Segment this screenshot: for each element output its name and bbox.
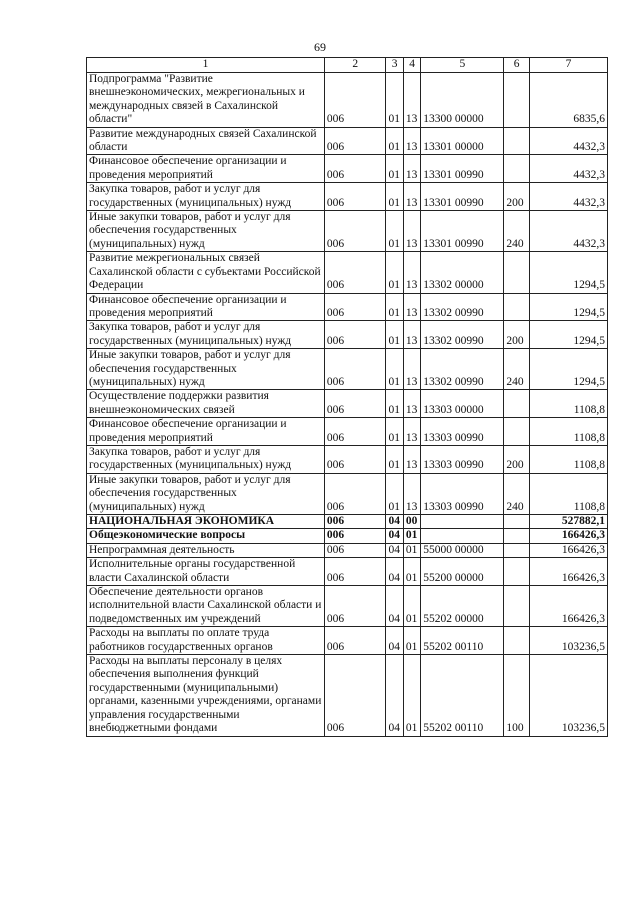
subsection-code: 01 (403, 543, 420, 557)
expense-type-code (504, 627, 530, 655)
amount: 4432,3 (529, 211, 607, 252)
section-code: 01 (386, 211, 403, 252)
section-code: 04 (386, 627, 403, 655)
amount: 4432,3 (529, 183, 607, 211)
subsection-code: 01 (403, 627, 420, 655)
ministry-code: 006 (324, 73, 386, 128)
column-header: 3 (386, 58, 403, 73)
target-article-code: 13301 00000 (421, 127, 504, 155)
subsection-code: 13 (403, 418, 420, 446)
amount: 103236,5 (529, 627, 607, 655)
section-code: 04 (386, 543, 403, 557)
amount: 1108,8 (529, 445, 607, 473)
target-article-code: 13301 00990 (421, 183, 504, 211)
target-article-code: 13302 00990 (421, 349, 504, 390)
target-article-code: 13301 00990 (421, 155, 504, 183)
row-name: Иные закупки товаров, работ и услуг для обеспечения государственных (муниципальных) нужд (87, 473, 325, 514)
table-row (87, 321, 608, 349)
subsection-code: 13 (403, 390, 420, 418)
section-code: 01 (386, 155, 403, 183)
section-code: 01 (386, 293, 403, 321)
amount: 1294,5 (529, 252, 607, 293)
subsection-code: 00 (403, 515, 420, 529)
column-number-row (87, 58, 608, 73)
amount: 1108,8 (529, 390, 607, 418)
table-row (87, 473, 608, 514)
table-row (87, 183, 608, 211)
section-code: 04 (386, 558, 403, 586)
section-code: 01 (386, 445, 403, 473)
ministry-code: 006 (324, 529, 386, 543)
row-name: Непрограммная деятельность (87, 543, 325, 557)
section-code: 01 (386, 127, 403, 155)
ministry-code: 006 (324, 127, 386, 155)
table-row (87, 73, 608, 128)
ministry-code: 006 (324, 293, 386, 321)
target-article-code: 13300 00000 (421, 73, 504, 128)
section-code: 01 (386, 183, 403, 211)
target-article-code: 13301 00990 (421, 211, 504, 252)
ministry-code: 006 (324, 155, 386, 183)
amount: 1108,8 (529, 418, 607, 446)
expense-type-code: 240 (504, 211, 530, 252)
subsection-code: 01 (403, 655, 420, 736)
section-code: 01 (386, 73, 403, 128)
row-name: Исполнительные органы государственной власти Сахалинской области (87, 558, 325, 586)
ministry-code: 006 (324, 390, 386, 418)
expense-type-code (504, 73, 530, 128)
amount: 6835,6 (529, 73, 607, 128)
table-row (87, 211, 608, 252)
ministry-code: 006 (324, 515, 386, 529)
subsection-code: 01 (403, 529, 420, 543)
column-header: 5 (421, 58, 504, 73)
target-article-code: 55202 00110 (421, 627, 504, 655)
section-code: 04 (386, 586, 403, 627)
amount: 1294,5 (529, 293, 607, 321)
ministry-code: 006 (324, 252, 386, 293)
section-code: 01 (386, 349, 403, 390)
table-row (87, 127, 608, 155)
ministry-code: 006 (324, 586, 386, 627)
row-name: Подпрограмма "Развитие внешнеэкономических, межрегиональных и международных связей в Сахалинской области" (87, 73, 325, 128)
subsection-code: 13 (403, 349, 420, 390)
row-name: Финансовое обеспечение организации и проведения мероприятий (87, 293, 325, 321)
amount: 4432,3 (529, 127, 607, 155)
amount: 166426,3 (529, 558, 607, 586)
section-code: 04 (386, 529, 403, 543)
section-code: 01 (386, 473, 403, 514)
row-name: Закупка товаров, работ и услуг для государственных (муниципальных) нужд (87, 445, 325, 473)
expense-type-code: 200 (504, 321, 530, 349)
target-article-code: 13302 00990 (421, 293, 504, 321)
row-name: Закупка товаров, работ и услуг для государственных (муниципальных) нужд (87, 183, 325, 211)
column-header: 7 (529, 58, 607, 73)
expense-type-code (504, 515, 530, 529)
expense-type-code: 240 (504, 349, 530, 390)
section-code: 04 (386, 655, 403, 736)
ministry-code: 006 (324, 211, 386, 252)
subsection-code: 13 (403, 445, 420, 473)
expense-type-code: 200 (504, 183, 530, 211)
target-article-code: 13302 00990 (421, 321, 504, 349)
ministry-code: 006 (324, 558, 386, 586)
section-code: 01 (386, 390, 403, 418)
table-row (87, 586, 608, 627)
subsection-code: 13 (403, 293, 420, 321)
target-article-code (421, 529, 504, 543)
amount: 1108,8 (529, 473, 607, 514)
subsection-code: 13 (403, 473, 420, 514)
expense-type-code (504, 418, 530, 446)
amount: 166426,3 (529, 543, 607, 557)
section-code: 01 (386, 321, 403, 349)
subsection-code: 01 (403, 558, 420, 586)
row-name: Иные закупки товаров, работ и услуг для обеспечения государственных (муниципальных) нужд (87, 349, 325, 390)
subsection-code: 13 (403, 183, 420, 211)
amount: 166426,3 (529, 586, 607, 627)
row-name: Расходы на выплаты персоналу в целях обеспечения выполнения функций государственными (муниципальными) органами, казенными учреждениями, органами управления государственными внебюджетными фондами (87, 655, 325, 736)
ministry-code: 006 (324, 349, 386, 390)
amount: 527882,1 (529, 515, 607, 529)
amount: 1294,5 (529, 349, 607, 390)
target-article-code: 13303 00990 (421, 418, 504, 446)
row-name: Финансовое обеспечение организации и проведения мероприятий (87, 418, 325, 446)
row-name: Осуществление поддержки развития внешнеэкономических связей (87, 390, 325, 418)
ministry-code: 006 (324, 543, 386, 557)
ministry-code: 006 (324, 418, 386, 446)
table-row (87, 558, 608, 586)
row-name: Расходы на выплаты по оплате труда работников государственных органов (87, 627, 325, 655)
subsection-code: 13 (403, 211, 420, 252)
section-code: 01 (386, 418, 403, 446)
column-header: 4 (403, 58, 420, 73)
target-article-code: 13303 00000 (421, 390, 504, 418)
table-row (87, 655, 608, 736)
expense-type-code (504, 155, 530, 183)
column-header: 1 (87, 58, 325, 73)
target-article-code: 55202 00000 (421, 586, 504, 627)
target-article-code (421, 515, 504, 529)
row-name: Общеэкономические вопросы (87, 529, 325, 543)
subsection-code: 13 (403, 321, 420, 349)
ministry-code: 006 (324, 183, 386, 211)
row-name: Иные закупки товаров, работ и услуг для обеспечения государственных (муниципальных) нужд (87, 211, 325, 252)
table-row (87, 515, 608, 529)
expense-type-code: 240 (504, 473, 530, 514)
table-row (87, 445, 608, 473)
expense-type-code (504, 558, 530, 586)
target-article-code: 55000 00000 (421, 543, 504, 557)
table-row (87, 418, 608, 446)
row-name: Развитие международных связей Сахалинской области (87, 127, 325, 155)
subsection-code: 13 (403, 252, 420, 293)
amount: 103236,5 (529, 655, 607, 736)
ministry-code: 006 (324, 655, 386, 736)
table-row (87, 252, 608, 293)
ministry-code: 006 (324, 627, 386, 655)
ministry-code: 006 (324, 321, 386, 349)
table-row (87, 293, 608, 321)
column-header: 6 (504, 58, 530, 73)
row-name: Финансовое обеспечение организации и проведения мероприятий (87, 155, 325, 183)
target-article-code: 55200 00000 (421, 558, 504, 586)
row-name: Обеспечение деятельности органов исполнительной власти Сахалинской области и подведомственных им учреждений (87, 586, 325, 627)
ministry-code: 006 (324, 445, 386, 473)
page-number: 69 (314, 40, 326, 54)
row-name: НАЦИОНАЛЬНАЯ ЭКОНОМИКА (87, 515, 325, 529)
expense-type-code (504, 529, 530, 543)
expense-type-code (504, 543, 530, 557)
expense-type-code (504, 293, 530, 321)
expense-type-code (504, 252, 530, 293)
target-article-code: 55202 00110 (421, 655, 504, 736)
amount: 1294,5 (529, 321, 607, 349)
expense-type-code (504, 127, 530, 155)
table-row (87, 543, 608, 557)
ministry-code: 006 (324, 473, 386, 514)
budget-table (86, 57, 608, 737)
amount: 4432,3 (529, 155, 607, 183)
table-row (87, 155, 608, 183)
row-name: Закупка товаров, работ и услуг для государственных (муниципальных) нужд (87, 321, 325, 349)
target-article-code: 13302 00000 (421, 252, 504, 293)
target-article-code: 13303 00990 (421, 473, 504, 514)
column-header: 2 (324, 58, 386, 73)
row-name: Развитие межрегиональных связей Сахалинской области с субъектами Российской Федерации (87, 252, 325, 293)
subsection-code: 13 (403, 127, 420, 155)
expense-type-code: 200 (504, 445, 530, 473)
expense-type-code: 100 (504, 655, 530, 736)
amount: 166426,3 (529, 529, 607, 543)
section-code: 01 (386, 252, 403, 293)
table-row (87, 390, 608, 418)
subsection-code: 13 (403, 73, 420, 128)
expense-type-code (504, 586, 530, 627)
table-row (87, 627, 608, 655)
expense-type-code (504, 390, 530, 418)
subsection-code: 13 (403, 155, 420, 183)
table-row (87, 349, 608, 390)
target-article-code: 13303 00990 (421, 445, 504, 473)
section-code: 04 (386, 515, 403, 529)
subsection-code: 01 (403, 586, 420, 627)
table-row (87, 529, 608, 543)
